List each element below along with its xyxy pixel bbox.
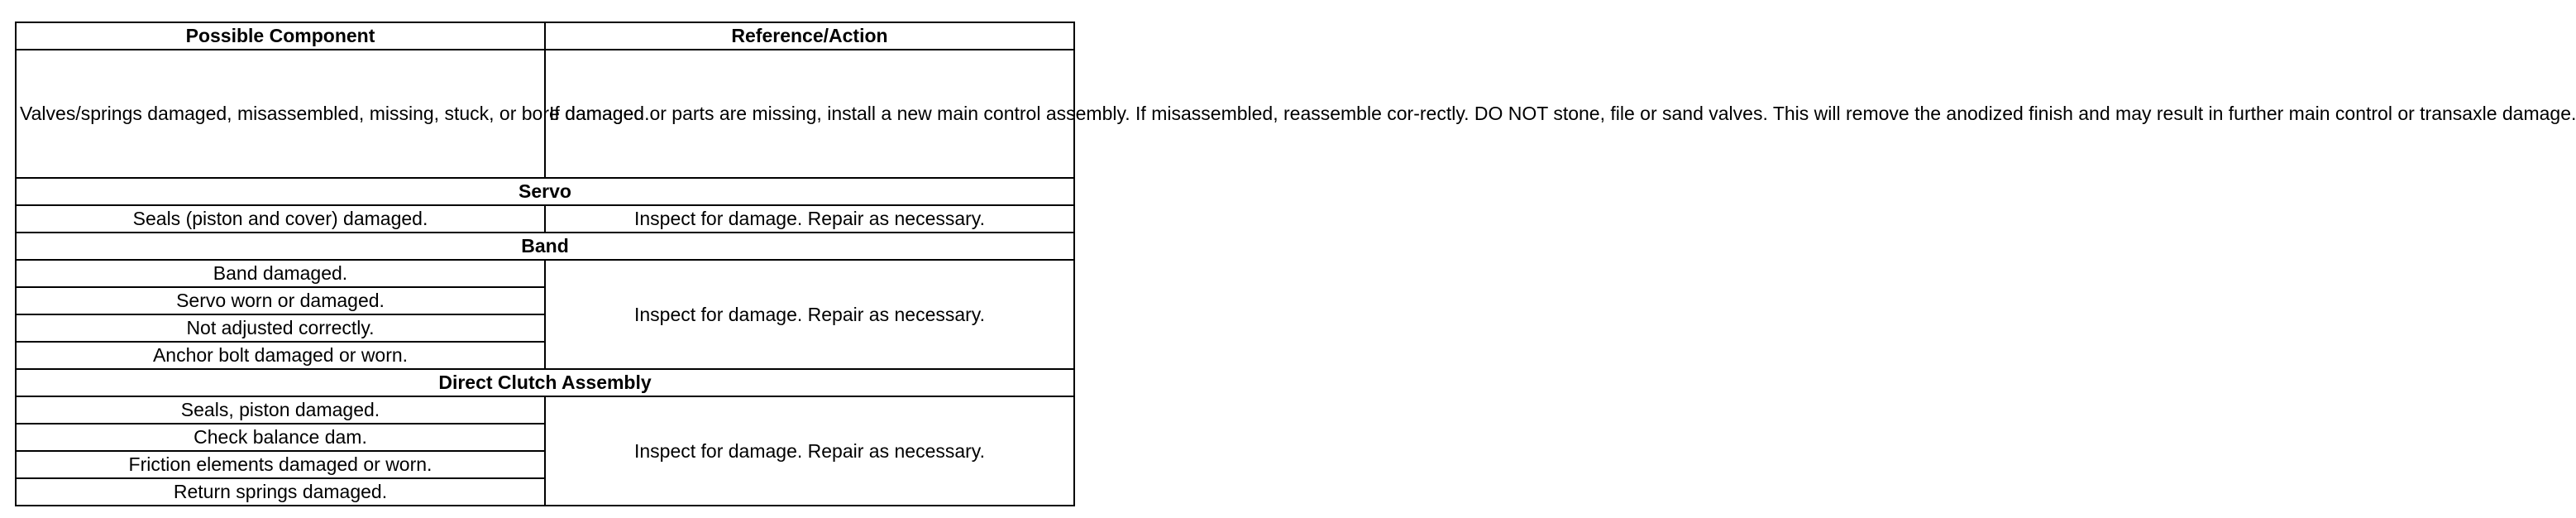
component-cell: Return springs damaged.: [16, 478, 545, 506]
section-title-band: Band: [16, 233, 1074, 260]
component-cell: Check balance dam.: [16, 424, 545, 451]
section-row: [16, 178, 1074, 205]
section-title-direct-clutch-assembly: Direct Clutch Assembly: [16, 369, 1074, 396]
section-row: [16, 233, 1074, 260]
action-cell: Inspect for damage. Repair as necessary.: [545, 260, 1074, 369]
component-cell: Not adjusted correctly.: [16, 314, 545, 342]
section-title-servo: Servo: [16, 178, 1074, 205]
table-row: [16, 205, 1074, 233]
action-cell: Inspect for damage. Repair as necessary.: [545, 205, 1074, 233]
action-cell: Inspect for damage. Repair as necessary.: [545, 396, 1074, 506]
component-cell: Seals (piston and cover) damaged.: [16, 205, 545, 233]
action-cell: If damaged or parts are missing, install a new main control assembly. If misassembled, reassemble cor-rectly. DO NOT stone, file or sand valves. This will remove the anodized finish and may result in further main control or transaxle damage.: [545, 50, 1074, 178]
component-cell: Band damaged.: [16, 260, 545, 287]
table-header-row: [16, 22, 1074, 50]
diagnosis-table: [15, 22, 2576, 506]
component-cell: Valves/springs damaged, misassembled, missing, stuck, or bore damaged.: [16, 50, 545, 178]
table-row: [16, 50, 1074, 178]
header-possible-component: Possible Component: [16, 22, 545, 50]
component-cell: Anchor bolt damaged or worn.: [16, 342, 545, 369]
component-cell: Servo worn or damaged.: [16, 287, 545, 314]
section-row: [16, 369, 1074, 396]
component-cell: Friction elements damaged or worn.: [16, 451, 545, 478]
table-row: [16, 396, 1074, 424]
header-reference-action: Reference/Action: [545, 22, 1074, 50]
table-row: [16, 260, 1074, 287]
component-cell: Seals, piston damaged.: [16, 396, 545, 424]
